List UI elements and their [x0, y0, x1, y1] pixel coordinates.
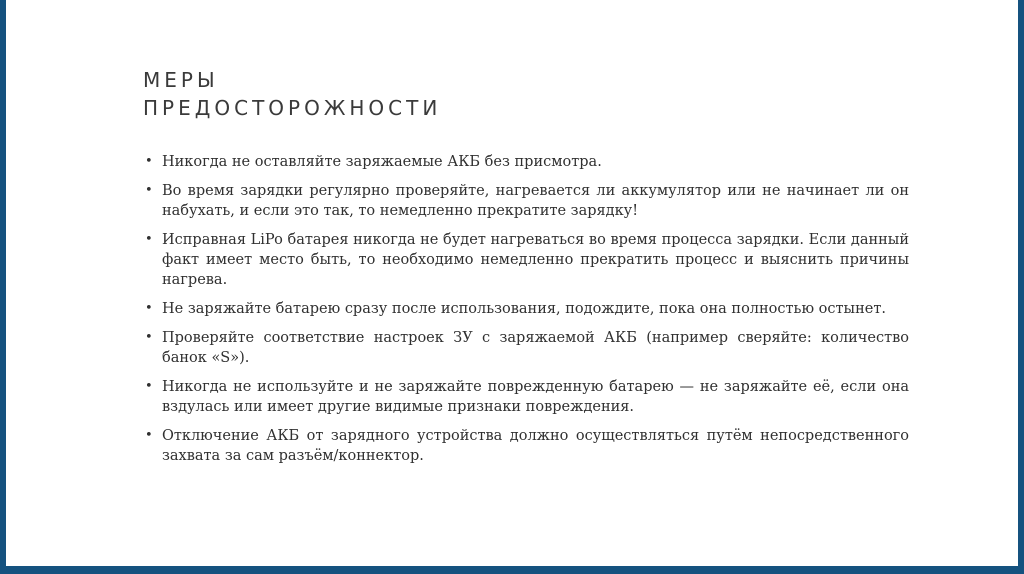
bullet-item [143, 230, 909, 290]
bullet-item [143, 328, 909, 368]
bullet-list [143, 152, 909, 475]
bullet-item [143, 377, 909, 417]
bullet-text: Никогда не оставляйте заряжаемые АКБ без присмотра. [162, 154, 602, 170]
slide-title [143, 66, 441, 122]
bullet-text: Проверяйте соответствие настроек ЗУ с заряжаемой АКБ (например сверяйте: количество банок «S»). [162, 330, 909, 366]
bullet-item [143, 299, 909, 319]
bullet-item [143, 426, 909, 466]
bullet-dot: • [145, 154, 153, 169]
slide [12, 0, 1024, 566]
bullet-dot: • [145, 379, 153, 394]
slide-title-line-2: ПРЕДОСТОРОЖНОСТИ [143, 96, 442, 120]
bullet-item [143, 152, 909, 172]
bullet-text: Никогда не используйте и не заряжайте поврежденную батарею — не заряжайте её, если она вздулась или имеет другие видимые признаки повреждения. [162, 379, 909, 415]
bullet-dot: • [145, 301, 153, 316]
bullet-dot: • [145, 232, 153, 247]
bullet-dot: • [145, 428, 153, 443]
slide-title-line-1: МЕРЫ [143, 68, 219, 92]
bullet-text: Не заряжайте батарею сразу после использования, подождите, пока она полностью остынет. [162, 301, 886, 317]
bullet-dot: • [145, 330, 153, 345]
bullet-text: Исправная LiPo батарея никогда не будет нагреваться во время процесса зарядки. Если данный факт имеет место быть, то необходимо немедленно прекратить процесс и выяснить причины нагрева. [162, 232, 909, 288]
bullet-text: Отключение АКБ от зарядного устройства должно осуществляться путём непосредственного захвата за сам разъём/коннектор. [162, 428, 909, 464]
bullet-dot: • [145, 183, 153, 198]
bullet-text: Во время зарядки регулярно проверяйте, нагревается ли аккумулятор или не начинает ли он набухать, и если это так, то немедленно прекратите зарядку! [162, 183, 909, 219]
bullet-item [143, 181, 909, 221]
